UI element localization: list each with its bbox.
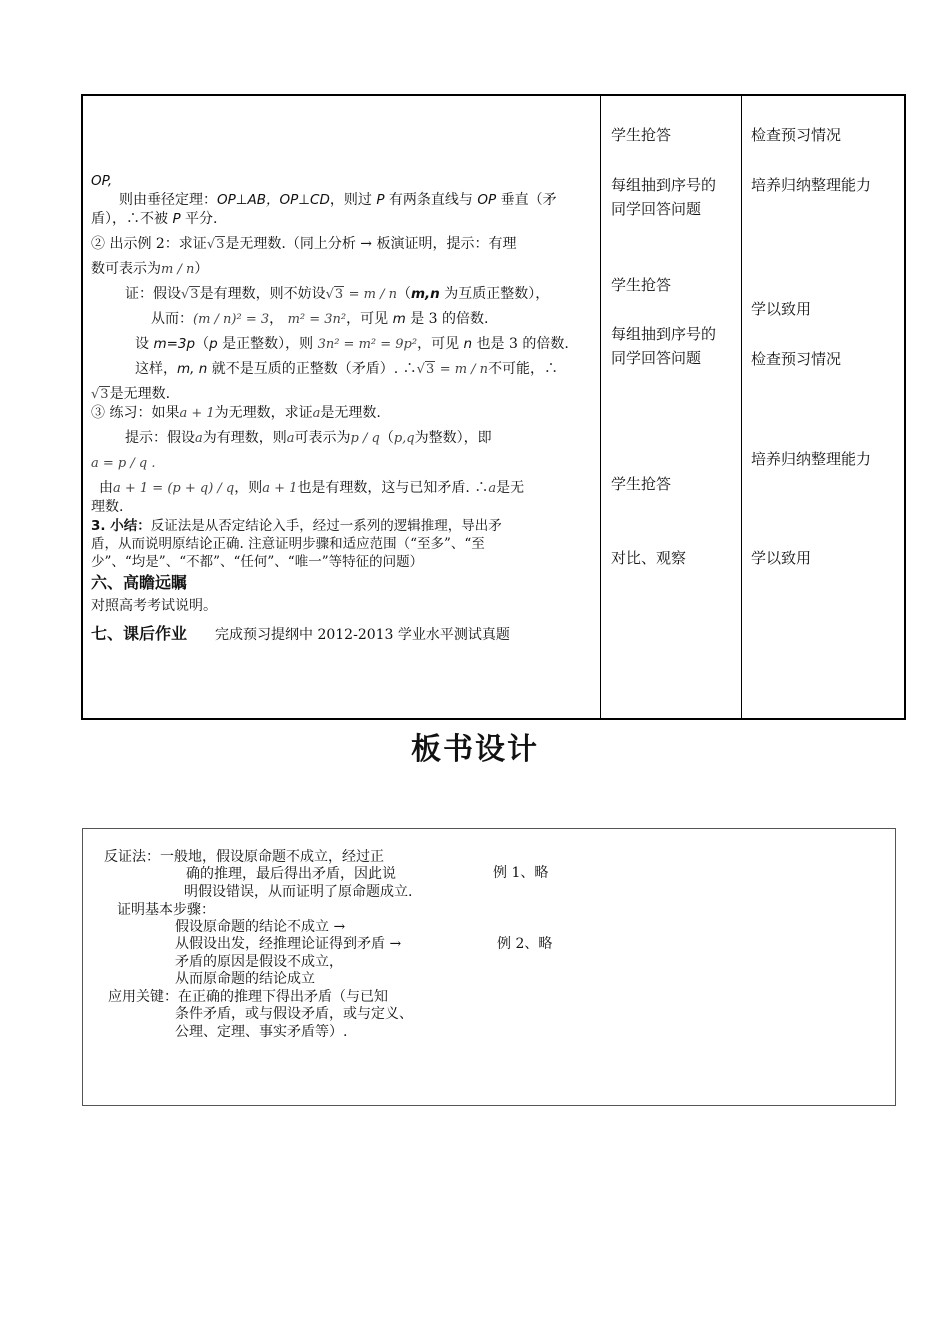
student-activity: 学生抢答 (611, 126, 672, 144)
board-design-box (82, 828, 896, 1106)
section-heading-7: 七、课后作业 (91, 624, 188, 643)
board-line: 假设原命题的结论不成立 → (175, 919, 346, 935)
board-example-1: 例 1、略 (493, 865, 549, 881)
proof-line: 证：假设√3是有理数，则不妨设√3 = m / n（m,n 为互质正整数）， (125, 286, 550, 302)
design-purpose: 检查预习情况 (751, 350, 842, 368)
example-2-line: ② 出示例 2：求证√3是无理数.（同上分析 → 板演证明，提示：有理 (91, 236, 517, 252)
design-purpose: 学以致用 (751, 300, 812, 318)
board-line: 明假设错误，从而证明了原命题成立. (184, 884, 413, 900)
proof-line: 从而：(m / n)² = 3， m² = 3n²，可见 m 是 3 的倍数. (151, 311, 489, 327)
hint-line: a = p / q . (91, 456, 156, 471)
board-line: 证明基本步骤： (117, 902, 215, 918)
proof-line: √3是无理数. (91, 386, 171, 402)
board-line: 公理、定理、事实矛盾等）. (175, 1024, 348, 1040)
section-6-text: 对照高考考试说明。 (91, 598, 217, 614)
board-design-title: 板书设计 (411, 732, 539, 767)
content-line: 盾），∴不被 P 平分. (91, 211, 218, 227)
student-activity: 学生抢答 (611, 475, 672, 493)
example-2-line: 数可表示为m / n） (91, 261, 209, 277)
student-activity: 每组抽到序号的 (611, 176, 717, 194)
hint-line: 理数. (91, 499, 124, 515)
hint-line: 由a + 1 = (p + q) / q，则a + 1也是有理数，这与已知矛盾. ∴a是无 (99, 480, 525, 496)
column-divider (600, 96, 601, 718)
student-activity: 同学回答问题 (611, 349, 702, 367)
board-example-2: 例 2、略 (497, 936, 553, 952)
design-purpose: 学以致用 (751, 549, 812, 567)
proof-line: 设 m=3p（p 是正整数），则 3n² = m² = 9p²，可见 n 也是 3 的倍数. (135, 336, 569, 352)
student-activity: 对比、观察 (611, 549, 687, 567)
hint-line: 提示：假设a为有理数，则a可表示为p / q（p,q为整数），即 (125, 430, 492, 446)
board-line: 反证法：一般地，假设原命题不成立，经过正 (104, 849, 384, 865)
board-line: 确的推理，最后得出矛盾，因此说 (186, 866, 396, 882)
design-purpose: 培养归纳整理能力 (751, 450, 872, 468)
content-line: 则由垂径定理：OP⊥AB，OP⊥CD，则过 P 有两条直线与 OP 垂直（矛 (119, 192, 557, 208)
board-line: 从假设出发，经推理论证得到矛盾 → (175, 936, 402, 952)
board-line: 条件矛盾，或与假设矛盾，或与定义、 (175, 1006, 413, 1022)
lesson-table (81, 94, 906, 720)
board-line: 矛盾的原因是假设不成立， (175, 954, 343, 970)
design-purpose: 检查预习情况 (751, 126, 842, 144)
summary: 3. 小结：反证法是从否定结论入手，经过一系列的逻辑推理，导出矛 盾，从而说明原结论正确. 注意证明步骤和适应范围（“至多”、“至 少”、“均是”、“不都”、“任何”、“唯一”等特征的问题） (91, 518, 502, 570)
proof-line: 这样，m, n 就不是互质的正整数（矛盾）. ∴√3 = m / n不可能，∴ (135, 361, 559, 377)
section-7: 七、课后作业 完成预习提纲中 2012-2013 学业水平测试真题 (91, 624, 510, 643)
student-activity: 同学回答问题 (611, 200, 702, 218)
section-heading-6: 六、高瞻远瞩 (91, 573, 188, 592)
student-activity: 每组抽到序号的 (611, 325, 717, 343)
column-divider (741, 96, 742, 718)
design-purpose: 培养归纳整理能力 (751, 176, 872, 194)
teaching-content (91, 172, 595, 646)
board-line: 从而原命题的结论成立 (175, 971, 315, 987)
content-line: OP, (91, 173, 113, 189)
student-activity: 学生抢答 (611, 276, 672, 294)
board-line: 应用关键：在正确的推理下得出矛盾（与已知 (108, 989, 388, 1005)
practice-line: ③ 练习：如果a + 1为无理数，求证a是无理数. (91, 405, 381, 421)
